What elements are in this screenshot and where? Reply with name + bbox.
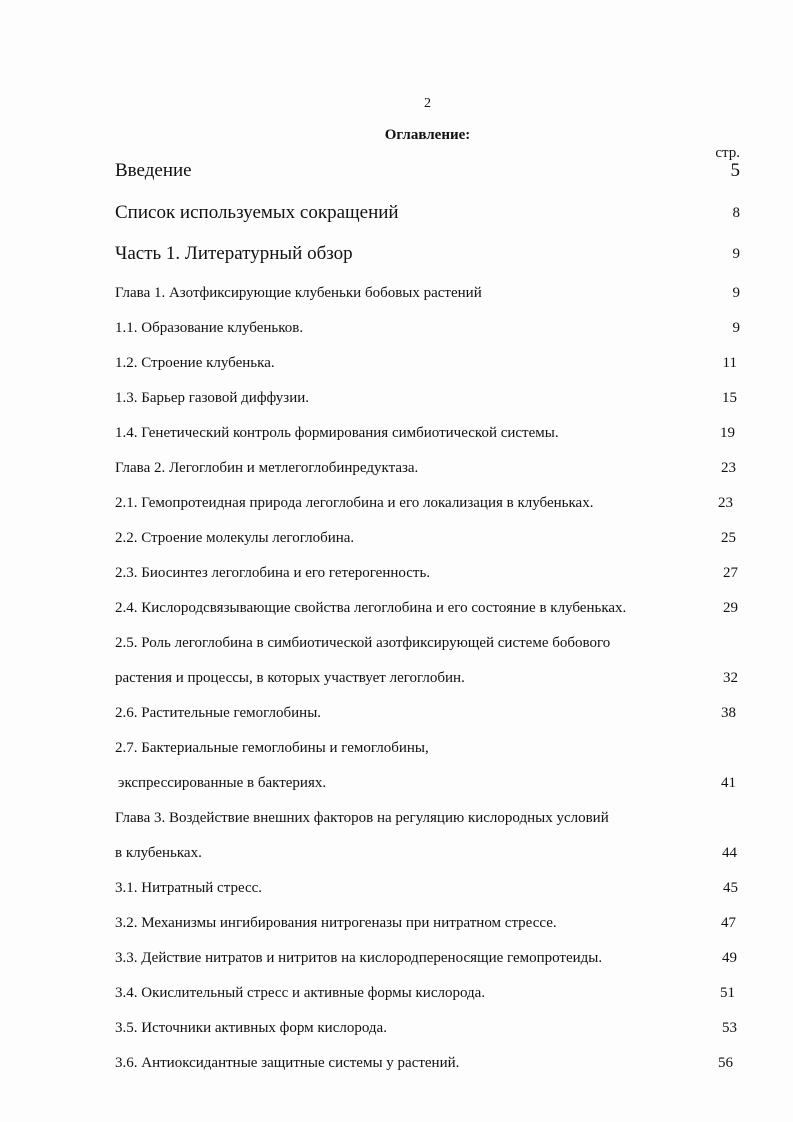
toc-entry-page: 51 [720, 985, 735, 1001]
toc-entry-page: 44 [722, 845, 737, 861]
toc-entry-page: 49 [722, 950, 737, 966]
toc-entry-text: 2.2. Строение молекулы легоглобина. [115, 530, 355, 546]
page-column-label: стр. [715, 145, 740, 161]
toc-entry-page: 19 [720, 425, 735, 441]
toc-entry-page: 27 [723, 565, 738, 581]
toc-entry-page: 15 [722, 390, 737, 406]
toc-entry-page: 11 [722, 355, 737, 371]
toc-entry-text: Глава 3. Воздействие внешних факторов на регуляцию кислородных условий [115, 810, 609, 826]
toc-entry-text: 2.4. Кислородсвязывающие свойства легоглобина и его состояние в клубеньках. [115, 600, 627, 616]
toc-entry-text: 1.1. Образование клубеньков. [115, 320, 304, 336]
toc-entry-page: 9 [732, 285, 740, 301]
toc-entry-page: 45 [723, 880, 738, 896]
toc-title: Оглавление: [384, 127, 471, 143]
toc-entry-text: 3.3. Действие нитратов и нитритов на кислородпереносящие гемопротеиды. [115, 950, 603, 966]
toc-entry-text: 2.1. Гемопротеидная природа легоглобина и его локализация в клубеньках. [115, 495, 594, 511]
toc-entry-text: в клубеньках. [115, 845, 202, 861]
toc-entry-text: Глава 2. Легоглобин и метлегоглобинредуктаза. [115, 460, 419, 476]
toc-entry-text: экспрессированные в бактериях. [118, 775, 327, 791]
toc-entry-text: 1.2. Строение клубенька. [115, 355, 275, 371]
toc-entry-page: 23 [721, 460, 736, 476]
toc-entry-page: 8 [732, 205, 740, 221]
toc-entry-text: 1.4. Генетический контроль формирования симбиотической системы. [115, 425, 559, 441]
toc-entry-page: 9 [732, 246, 740, 262]
page-number: 2 [424, 96, 431, 111]
toc-entry-page: 38 [721, 705, 736, 721]
toc-entry-text: Введение [115, 160, 192, 181]
toc-entry-text: растения и процессы, в которых участвует легоглобин. [115, 670, 465, 686]
toc-entry-text: 2.7. Бактериальные гемоглобины и гемоглобины, [115, 740, 429, 756]
toc-entry-page: 53 [722, 1020, 737, 1036]
toc-entry-page: 25 [721, 530, 736, 546]
toc-entry-text: Глава 1. Азотфиксирующие клубеньки бобовых растений [115, 285, 482, 301]
toc-entry-page: 32 [723, 670, 738, 686]
toc-entry-text: 3.6. Антиоксидантные защитные системы у растений. [115, 1055, 460, 1071]
toc-entry-text: 2.6. Растительные гемоглобины. [115, 705, 322, 721]
toc-entry-text: 3.5. Источники активных форм кислорода. [115, 1020, 387, 1036]
toc-entry-page: 23 [718, 495, 733, 511]
toc-entry-text: Часть 1. Литературный обзор [115, 243, 353, 264]
toc-entry-page: 56 [718, 1055, 733, 1071]
toc-entry-text: 3.2. Механизмы ингибирования нитрогеназы при нитратном стрессе. [115, 915, 557, 931]
toc-entry-page: 41 [721, 775, 736, 791]
toc-entry-text: 3.1. Нитратный стресс. [115, 880, 263, 896]
toc-entry-text: 1.3. Барьер газовой диффузии. [115, 390, 310, 406]
toc-entry-text: 2.3. Биосинтез легоглобина и его гетерогенность. [115, 565, 431, 581]
toc-entry-page: 9 [732, 320, 740, 336]
toc-entry-text: Список используемых сокращений [115, 202, 399, 223]
toc-entry-page: 47 [721, 915, 736, 931]
toc-entry-page: 29 [723, 600, 738, 616]
toc-entry-text: 3.4. Окислительный стресс и активные формы кислорода. [115, 985, 486, 1001]
toc-entry-page: 5 [730, 160, 740, 181]
toc-entry-text: 2.5. Роль легоглобина в симбиотической азотфиксирующей системе бобового [115, 635, 611, 651]
